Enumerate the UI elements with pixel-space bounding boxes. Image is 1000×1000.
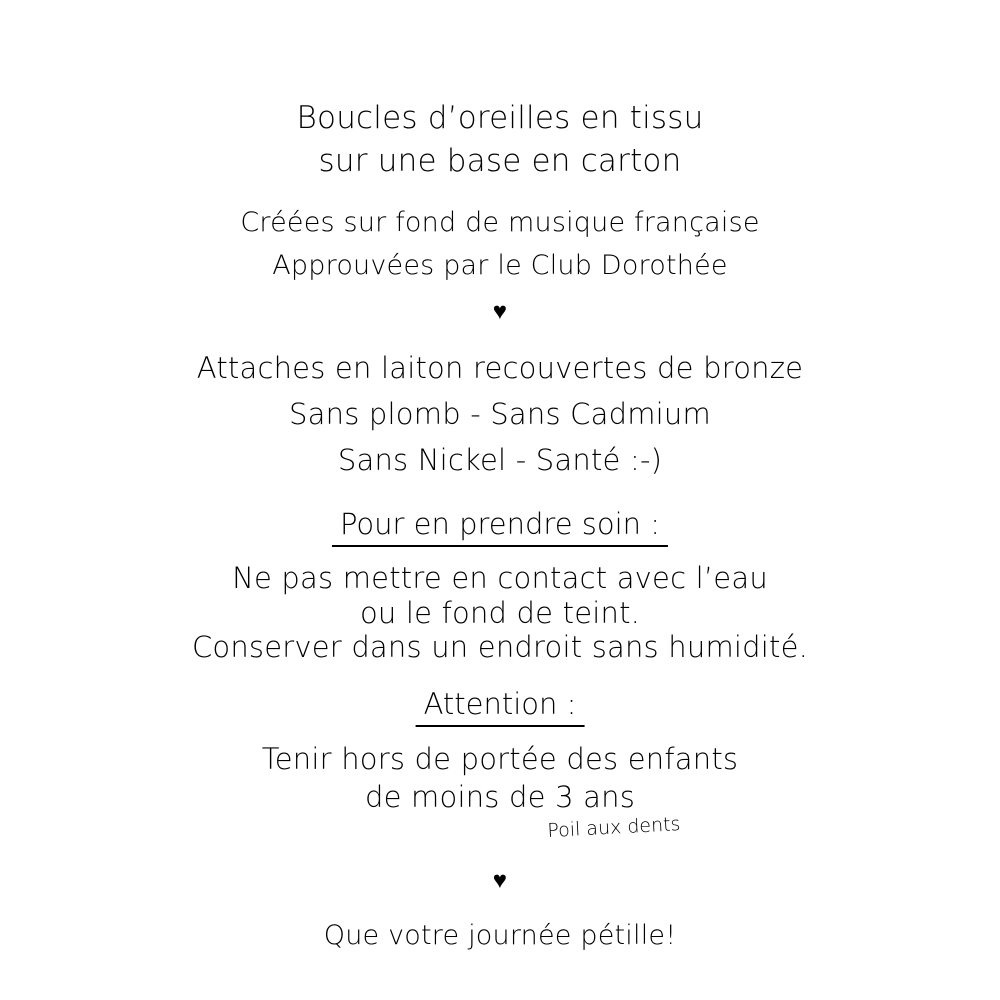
care-line-3: Conserver dans un endroit sans humidité. xyxy=(191,630,809,664)
warning-line-2: de moins de 3 ans xyxy=(364,780,636,814)
heart-icon: ♥ xyxy=(492,866,508,894)
divider-bottom xyxy=(0,866,1000,895)
divider-top xyxy=(0,297,1000,326)
heart-icon: ♥ xyxy=(492,297,508,325)
attaches-line-3: Sans Nickel - Santé :-) xyxy=(337,443,663,477)
attaches-line-2: Sans plomb - Sans Cadmium xyxy=(289,397,711,431)
warning-line-1: Tenir hors de portée des enfants xyxy=(261,742,739,776)
care-heading: Pour en prendre soin : xyxy=(332,507,668,547)
title-line-2: sur une base en carton xyxy=(318,143,682,179)
care-line-1: Ne pas mettre en contact avec l’eau xyxy=(232,561,768,595)
attaches-line-1: Attaches en laiton recouvertes de bronze xyxy=(196,351,804,385)
title-line-1: Boucles d’oreilles en tissu xyxy=(296,100,704,136)
closing-line: Que votre journée pétille! xyxy=(323,920,677,951)
subtitle-line-2: Approuvées par le Club Dorothée xyxy=(272,250,728,281)
warning-heading: Attention : xyxy=(416,687,585,727)
subtitle-line-1: Créées sur fond de musique française xyxy=(240,207,760,238)
warning-aside: Poil aux dents xyxy=(546,813,681,842)
care-line-2: ou le fond de teint. xyxy=(359,596,641,630)
